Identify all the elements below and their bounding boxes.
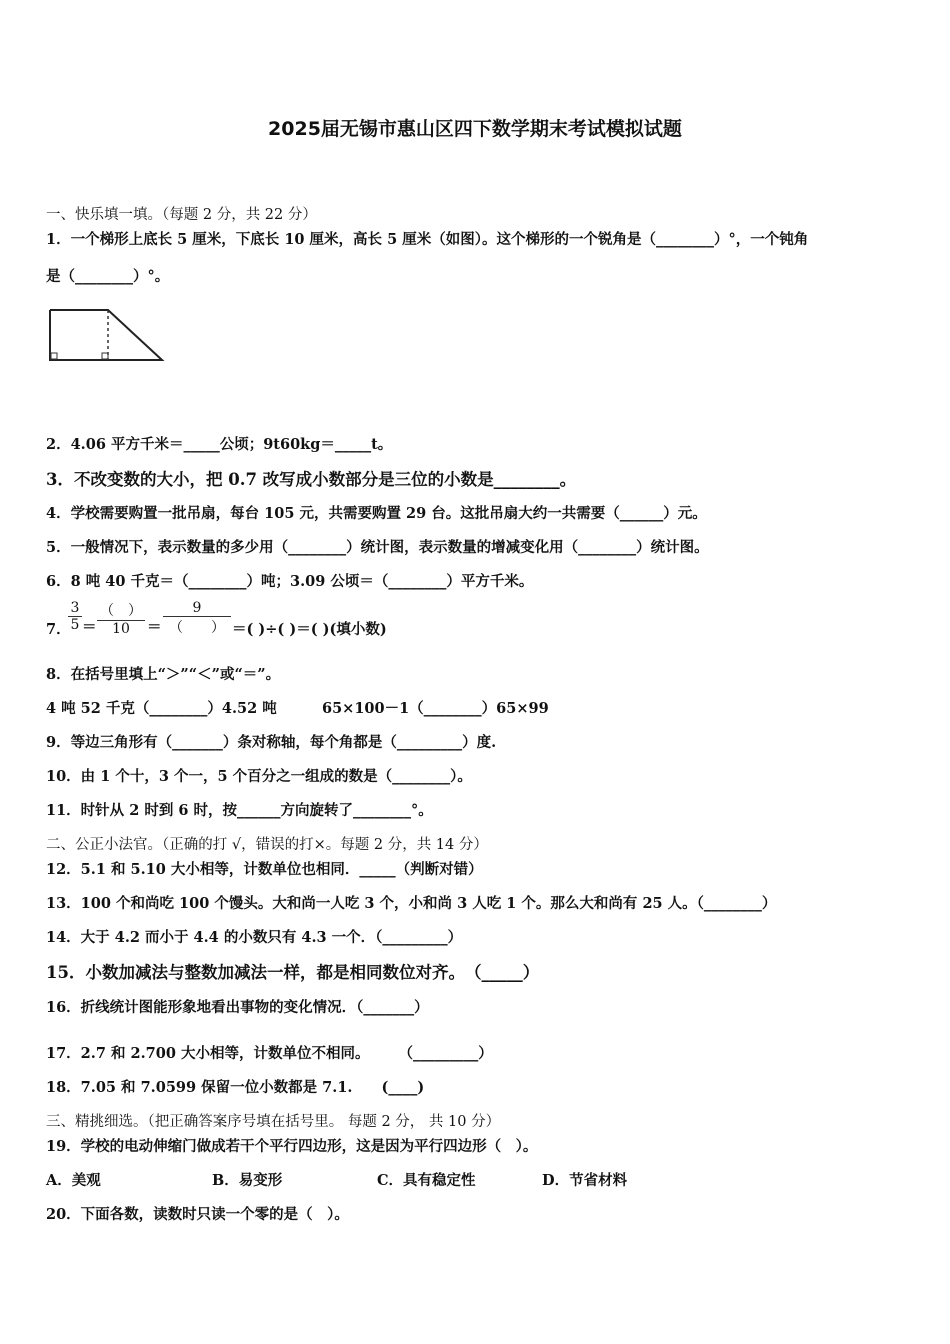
fraction-numerator: 9 <box>192 600 202 616</box>
trapezoid-figure <box>40 300 180 400</box>
question-4: 4．学校需要购置一批吊扇，每台 105 元，共需要购置 29 台。这批吊扇大约一共需要（______）元。 <box>46 505 707 522</box>
question-11: 11．时针从 2 时到 6 时，按______方向旋转了________°。 <box>46 802 433 819</box>
question-9: 9．等边三角形有（_______）条对称轴，每个角都是（_________）度. <box>46 734 497 751</box>
question-8: 8．在括号里填上“＞”“＜”或“＝”。 <box>46 666 281 683</box>
fraction-denominator: （ ） <box>163 616 231 637</box>
question-7-rest: ＝( )÷( )＝( )(填小数) <box>232 621 387 638</box>
fraction-blank-10 <box>97 600 145 637</box>
question-18: 18．7.05 和 7.0599 保留一位小数都是 7.1. (____) <box>46 1079 425 1096</box>
question-5: 5．一般情况下，表示数量的多少用（________）统计图，表示数量的增减变化用（________）统计图。 <box>46 539 709 556</box>
page-title: 2025届无锡市惠山区四下数学期末考试模拟试题 <box>268 118 682 140</box>
question-17: 17．2.7 和 2.700 大小相等，计数单位不相同。 （_________） <box>46 1045 493 1062</box>
question-1-line-1: 1．一个梯形上底长 5 厘米，下底长 10 厘米，高长 5 厘米（如图）。这个梯形的一个锐角是（________）°，一个钝角 <box>46 231 809 248</box>
fraction-denominator: 10 <box>97 620 145 637</box>
question-2: 2．4.06 平方千米＝_____公顷；9t60kg＝_____t。 <box>46 436 393 453</box>
question-15: 15．小数加减法与整数加减法一样，都是相同数位对齐。 （_____） <box>46 963 540 982</box>
question-14: 14．大于 4.2 而小于 4.4 的小数只有 4.3 一个．（_________） <box>46 929 463 946</box>
option-d: D．节省材料 <box>542 1172 628 1189</box>
question-8a: 4 吨 52 千克（________）4.52 吨 <box>46 700 277 717</box>
option-a: A．美观 <box>46 1172 101 1189</box>
question-3: 3．不改变数的大小，把 0.7 改写成小数部分是三位的小数是________。 <box>46 470 577 489</box>
fraction-denominator: 5 <box>68 616 82 633</box>
equals-sign: ＝ <box>147 619 162 636</box>
fraction-3-5 <box>68 600 82 633</box>
option-b: B．易变形 <box>212 1172 283 1189</box>
equals-sign: ＝ <box>82 619 97 636</box>
right-angle-mark-left <box>51 353 57 359</box>
section-1-heading: 一、快乐填一填。（每题 2 分，共 22 分） <box>46 207 317 223</box>
right-angle-mark-height <box>102 353 108 359</box>
question-10: 10．由 1 个十，3 个一，5 个百分之一组成的数是（________）。 <box>46 768 472 785</box>
fraction-9-blank <box>163 600 231 637</box>
question-13: 13．100 个和尚吃 100 个馒头。大和尚一人吃 3 个，小和尚 3 人吃 1 个。那么大和尚有 25 人。（________） <box>46 895 777 912</box>
question-19: 19．学校的电动伸缩门做成若干个平行四边形，这是因为平行四边形（ ）。 <box>46 1138 538 1155</box>
section-3-heading: 三、精挑细选。（把正确答案序号填在括号里。 每题 2 分， 共 10 分） <box>46 1114 501 1130</box>
question-1-line-2: 是（________）°。 <box>46 268 170 285</box>
fraction-numerator: 3 <box>70 600 80 616</box>
question-12: 12．5.1 和 5.10 大小相等，计数单位也相同．_____（判断对错） <box>46 861 483 878</box>
option-c: C．具有稳定性 <box>377 1172 476 1189</box>
fraction-numerator: （ ） <box>100 603 142 619</box>
question-7-number: 7． <box>46 621 71 638</box>
question-16: 16．折线统计图能形象地看出事物的变化情况．（_______） <box>46 999 429 1016</box>
question-6: 6．8 吨 40 千克＝（________）吨；3.09 公顷＝（________）平方千米。 <box>46 573 534 590</box>
question-20: 20．下面各数，读数时只读一个零的是（ ）。 <box>46 1206 349 1223</box>
question-8b: 65×100－1（________）65×99 <box>322 700 549 717</box>
section-2-heading: 二、公正小法官。（正确的打 √，错误的打×。每题 2 分，共 14 分） <box>46 837 488 853</box>
